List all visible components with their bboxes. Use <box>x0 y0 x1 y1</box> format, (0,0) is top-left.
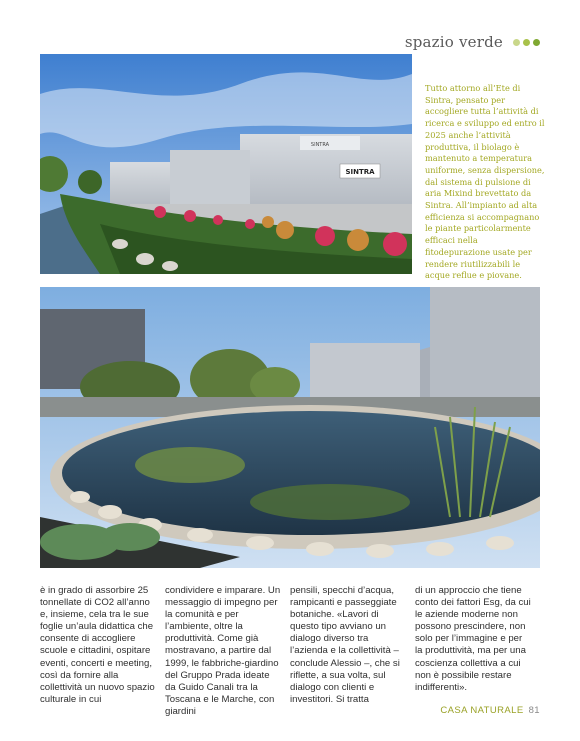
column-text: di un approccio che tiene conto dei fattori Esg, da cui le aziende moderne non possono prescindere, non solo per l’immagine e per la produttività, ma per una coscienza collettiva a cui non è possibile restare indifferenti». <box>415 585 531 693</box>
dot-icon <box>523 39 530 46</box>
photo-caption <box>425 83 545 282</box>
section-title: spazio verde <box>404 33 503 51</box>
column-text: condividere e imparare. Un messaggio di impegno per la comunità e per l’ambiente, oltre la produttività. Come già mostravano, a partire dal 1999, le fabbriche-giardino del Gruppo Prada ideate da Guido Canali tra la Toscana e le Marche, con giardini <box>165 585 281 717</box>
sign-text: SINTRA <box>310 142 330 148</box>
dot-icon <box>513 39 520 46</box>
page-number: 81 <box>528 705 540 716</box>
phytodepuration-pond-photo <box>40 287 540 568</box>
dot-icon <box>533 39 540 46</box>
page-footer <box>440 705 540 716</box>
magazine-name: CASA NATURALE <box>440 705 524 716</box>
article-column-1 <box>40 585 165 710</box>
article-column-4 <box>415 585 540 710</box>
caption-text: Tutto attorno all’Ete di Sintra, pensato per accogliere tutta l’attività di ricerca e sviluppo ed entro il 2025 anche l’attività produttiva, il biolago è mantenuto a temperatura uniforme, senza dispersione, dal sistema di pulsione di aria Mixind brevettato da Sintra. All’impianto ad alta efficienza si accompagnano le piante particolarmente efficaci nella fitodepurazione usate per rendere riutilizzabili le acque reflue e piovane. <box>425 83 545 281</box>
sign-text-large: SINTRA <box>345 168 375 176</box>
column-text: è in grado di assorbire 25 tonnellate di CO2 all’anno e, insieme, cela tra le sue foglie un’aula didattica che consente di accogliere scuole e cittadini, ospitare eventi, concerti e meeting, così da fornire alla collettività un nuovo spazio culturale in cui <box>40 585 155 705</box>
column-text: pensili, specchi d’acqua, rampicanti e passeggiate botaniche. «Lavori di questo tipo avviano un dialogo diverso tra l’azienda e la collettività – conclude Alessio –, che si riflette, a sua volta, sul dialogo con clienti e investitori. Si tratta <box>290 585 400 705</box>
section-dots <box>513 39 540 46</box>
factory-exterior-photo <box>40 54 412 274</box>
article-column-3 <box>290 585 415 710</box>
article-column-2 <box>165 585 290 717</box>
section-header <box>405 33 540 51</box>
